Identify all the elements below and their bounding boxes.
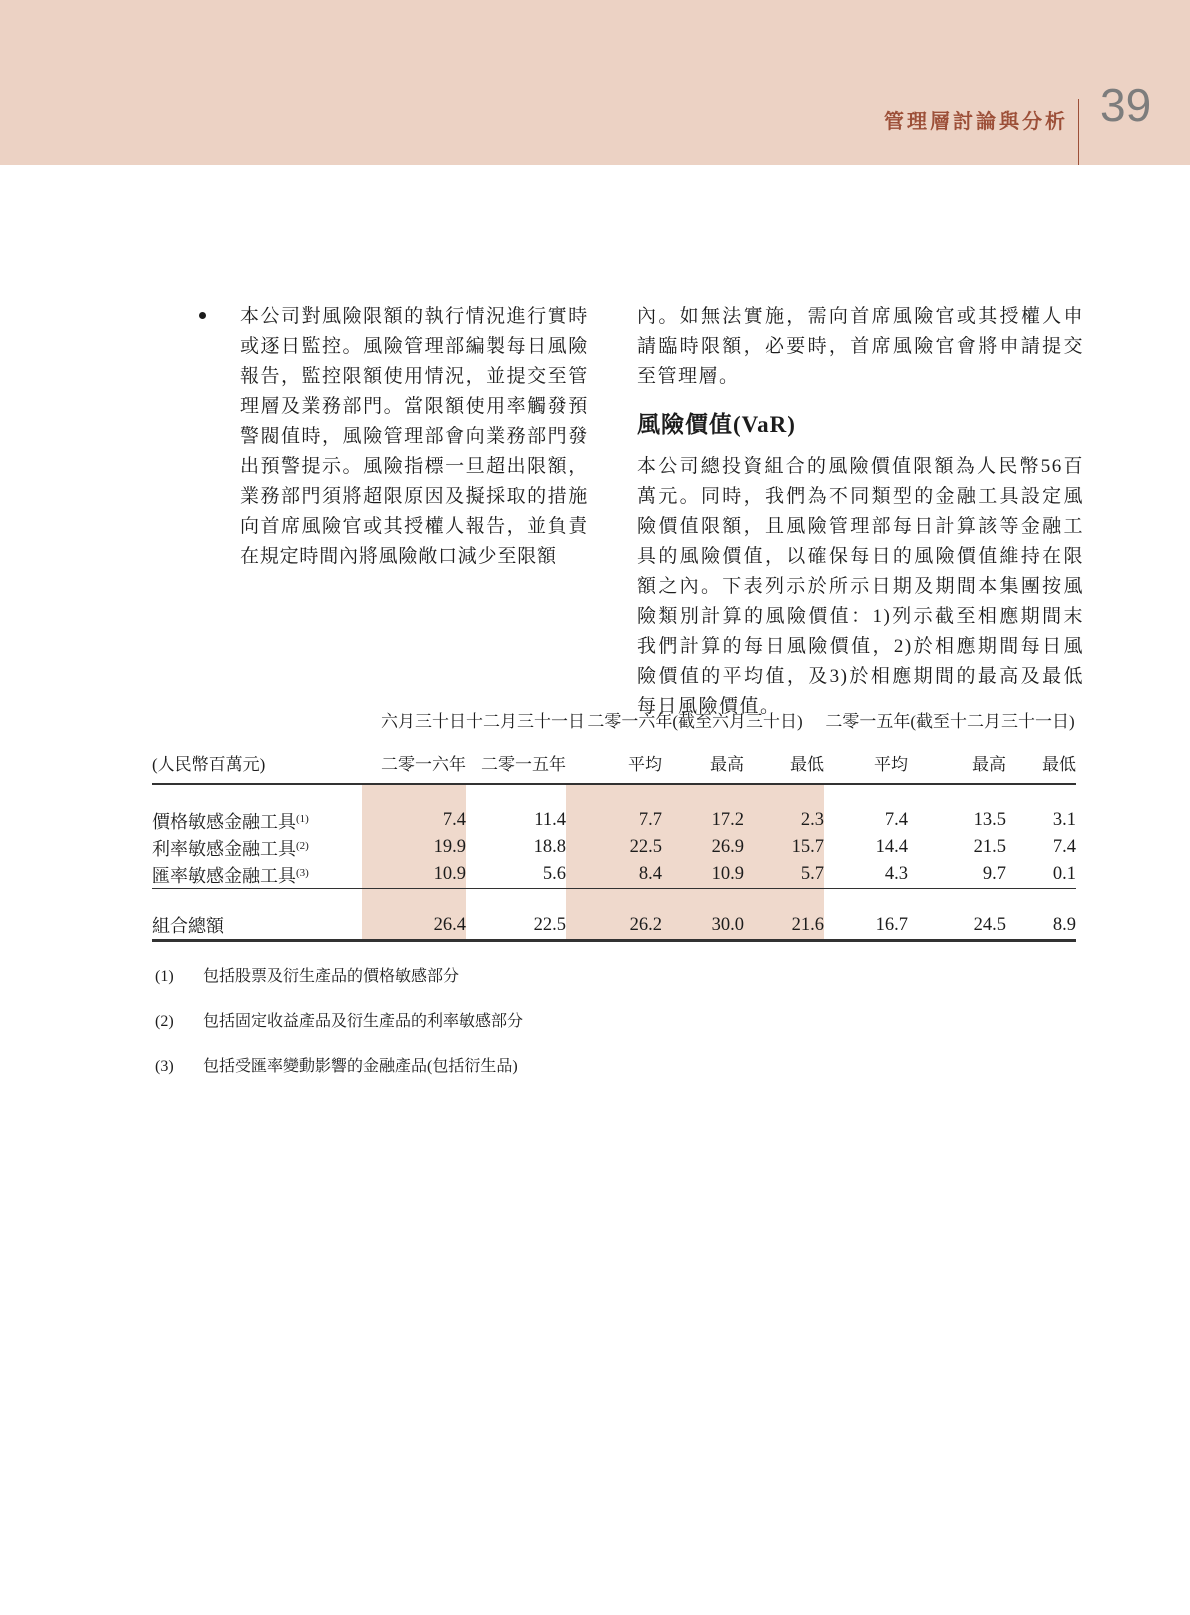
value-cell: 26.9 [662,834,744,861]
footnote-1 [155,967,915,987]
value-cell: 19.9 [362,834,466,861]
value-cell: 10.9 [662,861,744,889]
value-cell: 5.7 [744,861,824,889]
value-cell: 21.5 [973,837,1007,857]
continuation-paragraph: 內。如無法實施，需向首席風險官或其授權人申請臨時限額，必要時，首席風險官會將申請提交至管理層。 [637,306,1084,387]
value-cell: 17.2 [662,807,744,834]
bullet-icon [199,312,206,319]
total-cell: 30.0 [662,911,744,941]
row-label: 匯率敏感金融工具$^{(3)}$ [152,861,362,889]
footnote-3 [155,1057,915,1077]
sub-header: 最低 [1006,735,1076,784]
var-paragraph: 本公司總投資組合的風險價值限額為人民幣56百萬元。同時，我們為不同類型的金融工具設定風險價值限額，且風險管理部每日計算該等金融工具的風險價值，以確保每日的風險價值維持在限額之內。下表列示於所示日期及期間本集團按風險類別計算的風險價值：1)列示截至相應期間末我們計算的每日風險價值，2)於相應期間每日風險價值的平均值，及3)於相應期間的最高及最低每日風險價值。 [637,456,1084,717]
col-header-dec31: 十二月三十一日 [466,712,585,731]
header-title: 管理層討論與分析 [884,111,1068,133]
total-label: 組合總額 [152,911,362,941]
value-cell: 7.4 [884,810,909,830]
group-header-2016: 二零一六年(截至六月三十日) [587,712,803,731]
spacer-row [152,784,1076,807]
total-cell: 8.9 [1006,911,1076,941]
total-cell: 22.5 [466,911,566,941]
value-cell: 10.9 [362,861,466,889]
value-cell: 0.1 [1006,861,1076,889]
sub-header: 最高 [662,735,744,784]
group-header-2015: 二零一五年(截至十二月三十一日) [825,712,1075,731]
value-cell: 8.4 [566,861,662,889]
value-cell: 14.4 [875,837,909,857]
row-label: 價格敏感金融工具$^{(1)}$ [152,811,309,832]
sub-header: 二零一五年 [466,735,566,784]
value-cell: 15.7 [744,834,824,861]
value-cell: 7.7 [566,807,662,834]
sub-header: 平均 [824,735,908,784]
table-group-header-row [152,702,1076,735]
table-row [152,861,1076,889]
footnote-number: (3) [155,1058,174,1075]
value-cell: 2.3 [744,807,824,834]
header-band [0,0,1190,165]
var-table [152,702,1076,942]
value-cell: 4.3 [824,861,908,889]
page-number: 39 [1100,79,1152,131]
value-cell: 22.5 [566,834,662,861]
value-cell: 9.7 [908,861,1006,889]
sub-header: 二零一六年 [362,735,466,784]
table-row [152,834,1076,861]
footnote-number: (1) [155,968,174,985]
value-cell: 3.1 [1052,810,1077,830]
footnote-number: (2) [155,1013,174,1030]
footnote-text: 包括固定收益產品及衍生產品的利率敏感部分 [203,1013,524,1030]
table-sub-header-row [152,735,1076,784]
row-label: 利率敏感金融工具$^{(2)}$ [152,838,309,859]
footnote-text: 包括受匯率變動影響的金融產品(包括衍生品) [203,1058,518,1075]
value-cell: 5.6 [466,861,566,889]
total-cell: 24.5 [908,911,1006,941]
empty-corner-cell [152,702,362,735]
sub-header: 最低 [744,735,824,784]
table-total-row [152,911,1076,941]
value-cell: 18.8 [533,837,566,857]
total-cell: 26.2 [566,911,662,941]
header-divider [1078,99,1079,165]
table-row [152,807,1076,834]
col-header-jun30: 六月三十日 [381,712,466,731]
section-heading-var: 風險價值(VaR) [637,412,796,437]
total-cell: 21.6 [744,911,824,941]
bullet-paragraph: 本公司對風險限額的執行情況進行實時或逐日監控。風險管理部編製每日風險報告，監控限額使用情況，並提交至管理層及業務部門。當限額使用率觸發預警閥值時，風險管理部會向業務部門發出預警提示。風險指標一旦超出限額，業務部門須將超限原因及擬採取的措施向首席風險官或其授權人報告，並負責在規定時間內將風險敞口減少至限額 [240,306,588,567]
unit-label: (人民幣百萬元) [152,735,362,784]
value-cell: 7.4 [362,807,466,834]
total-cell: 16.7 [824,911,908,941]
footnote-text: 包括股票及衍生產品的價格敏感部分 [203,968,460,985]
sub-header: 平均 [566,735,662,784]
value-cell: 7.4 [1052,837,1077,857]
spacer-row [152,889,1076,912]
total-cell: 26.4 [362,911,466,941]
value-cell: 11.4 [534,810,566,830]
value-cell: 13.5 [973,810,1007,830]
footnote-2 [155,1012,915,1032]
sub-header: 最高 [908,735,1006,784]
